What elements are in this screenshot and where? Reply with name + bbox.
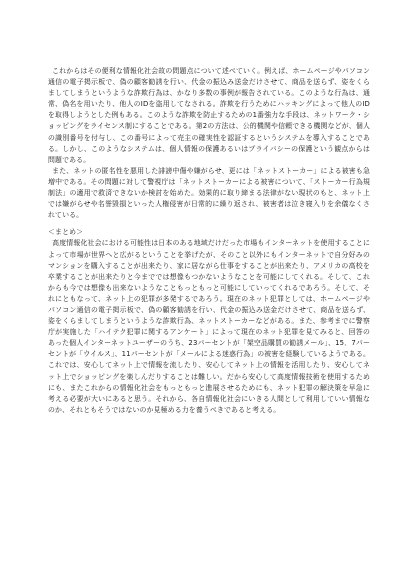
document-page [48, 66, 370, 416]
body-paragraph-1: これからはその便利な情報化社会故の問題点について述べていく。例えば、ホームページやパソコン通信の電子掲示板で、偽の顧客勧誘を行い、代金の振込み送金だけさせて、商品を送らず、姿をくらましてしまうというような詐欺行為は、かなり多数の事例が報告されている。このような行為は、通常、偽名を用いたり、他人のIDを盗用してなされる。詐欺を行うためにハッキングによって他人のIDを取得しようとした例もある。このような詐欺を防止するための1番強力な手段は、ネットワーク・ショッピングをライセンス制にすることである。第2の方法は、公的機関や信頼できる機関などが、個人の識別番号を付与し、この番号によって売主の確実性を認証するというシステムを導入することである。しかし、このようなシステムは、個人情報の保護あるいはプライバシーの保護という観点からは問題である。 [48, 67, 370, 164]
summary-paragraph: 高度情報化社会における可能性は日本のある地域だけだった市場もインターネットを使用することによって市場が世界へと広がるということを挙げたが、そのこと以外にもインターネットで自分好みのマンションを購入することが出来たり、家に居ながら仕事をすることが出来たり、アメリカの高校を卒業することが出来たりと今まででは想像もつかないようなことを可能にしてくれる。そして、これからも今では想像も出来ないようなこともっともっと可能にしていってくれるであろう。そして、それにともなって、ネット上の犯罪が多発するであろう。現在のネット犯罪としては、ホームページやパソコン通信の電子掲示板で、偽の顧客勧誘を行い、代金の振込み送金だけさせて、商品を送らず、姿をくらましてしまうというような詐欺行為、ネットストーカーなどがある。また、参考までに警察庁が実施した「ハイテク犯罪に関するアンケート」によって現在のネット犯罪を見てみると、回答のあった個人インターネットユーザーのうち、23パーセントが「架空品購買の勧誘メール」、15．7パーセントが「ウイルス」、11パーセントが「メールによる迷惑行為」の被害を経験しているようである。これでは、安心してネット上で情報を流したり、安心してネット上の情報を活用したり、安心してネット上でショッピングを楽しんだりすることは難しい。だから安心して高度情報技術を使用するためにも、またこれからの情報化社会をもっともっと進展させるためにも、ネット犯罪の解決策を早急に考える必要が大いにあると思う。それから、各自情報化社会にいきる人間として利用していい情報なのか、それともそうではないのか見極める力を養うべきであると考える。 [48, 239, 370, 414]
body-paragraph-2: また、ネットの匿名性を悪用した誹謗中傷や嫌がらせ、更には「ネットストーカー」による被害も急増中である。その問題に対して警視庁は「ネットストーカーによる被害について、「ストーカー行為規制法」の適用で救済できないか検討を始めた。効果的に取り締まる法律がない現状のもと、ネット上では嫌がらせや名誉毀損といった人権侵害が日常的に繰り返され、被害者は泣き寝入りを余儀なくされている。 [48, 166, 370, 220]
summary-heading: ＜まとめ＞ [48, 228, 84, 237]
